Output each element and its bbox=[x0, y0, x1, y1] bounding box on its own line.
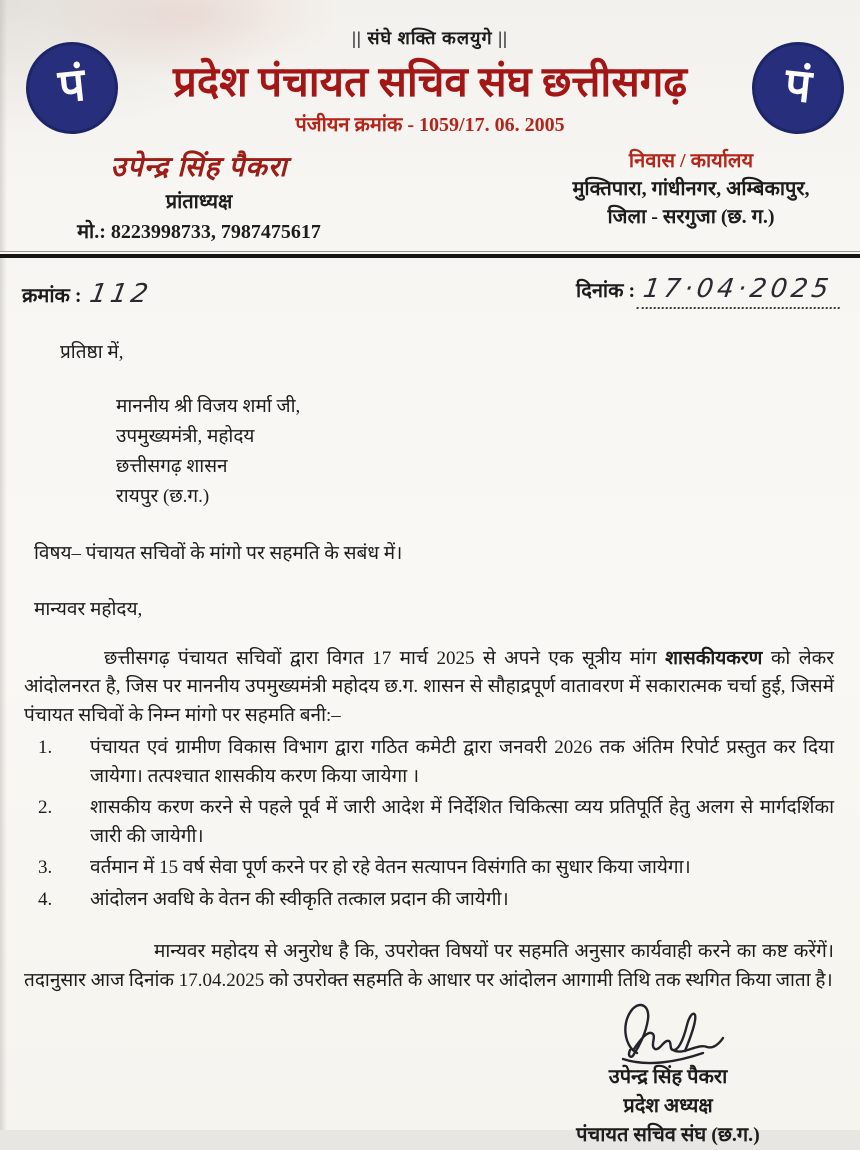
list-item-number: 4. bbox=[38, 888, 53, 910]
serial-value-handwritten: 112 bbox=[86, 279, 154, 310]
letterhead-columns bbox=[0, 137, 860, 244]
signature-block bbox=[518, 999, 818, 1150]
demands-list bbox=[24, 734, 834, 914]
body-text: को लेकर आंदोलनरत है, जिस पर माननीय उपमुख्यमंत्री महोदय छ.ग. शासन से सौहाद्रपूर्ण वातावरण में सकारात्मक चर्चा हुई, जिसमें पंचायत सचिवों के निम्न मांगो पर सहमति बनी:– bbox=[24, 647, 835, 726]
serial-number bbox=[22, 279, 154, 310]
org-title: प्रदेश पंचायत सचिव संघ छत्तीसगढ़ bbox=[173, 60, 687, 106]
president-mobile: मो.: 8223998733, 7987475617 bbox=[77, 221, 321, 244]
logo-monogram-icon: पं bbox=[782, 56, 815, 114]
letterhead bbox=[0, 0, 860, 244]
list-item-text: आंदोलन अवधि के वेतन की स्वीकृति तत्काल प्रदान की जायेगी। bbox=[90, 888, 509, 910]
salutation-intro: प्रतिष्ठा में, bbox=[60, 342, 124, 364]
office-address-line1: मुक्तिपारा, गांधीनगर, अम्बिकापुर, bbox=[572, 178, 810, 201]
president-block bbox=[34, 147, 364, 244]
office-address-block bbox=[546, 147, 836, 244]
office-address-line2: जिला - सरगुजा (छ. ग.) bbox=[607, 206, 775, 229]
list-item bbox=[24, 854, 834, 883]
president-designation: प्रांताध्यक्ष bbox=[165, 191, 233, 214]
signatory-org: पंचायत सचिव संघ (छ.ग.) bbox=[576, 1124, 760, 1147]
signatory-title: प्रदेश अध्यक्ष bbox=[623, 1095, 713, 1118]
salutation: मान्यवर महोदय, bbox=[34, 599, 143, 621]
letter-body bbox=[0, 339, 860, 995]
list-item-number: 1. bbox=[38, 737, 53, 759]
addressee-line: रायपुर (छ.ग.) bbox=[116, 485, 210, 507]
registration-number: पंजीयन क्रमांक - 1059/17. 06. 2005 bbox=[295, 114, 565, 137]
president-name: उपेन्द्र सिंह पैकरा bbox=[110, 152, 288, 184]
list-item-text: शासकीय करण करने से पहले पूर्व में जारी आदेश में निर्देशित चिकित्सा व्यय प्रतिपूर्ति हेतु अलग से मार्गदर्शिका जारी की जायेगी। bbox=[90, 797, 834, 847]
list-item-text: वर्तमान में 15 वर्ष सेवा पूर्ण करने पर हो रहे वेतन सत्यापन विसंगति का सुधार किया जायेगा। bbox=[90, 857, 691, 879]
list-item bbox=[24, 794, 834, 851]
signatory-name: उपेन्द्र सिंह पैकरा bbox=[608, 1066, 728, 1089]
motto: || संघे शक्ति कलयुगे || bbox=[351, 28, 509, 48]
date-value-handwritten: 17·04·2025 bbox=[637, 274, 845, 309]
body-text: छत्तीसगढ़ पंचायत सचिवों द्वारा विगत 17 मार्च 2025 से अपने एक सूत्रीय मांग bbox=[104, 647, 666, 669]
serial-label: क्रमांक : bbox=[22, 285, 82, 308]
letter-date bbox=[576, 274, 842, 309]
body-text-emphasis: शासकीयकरण bbox=[665, 647, 763, 669]
addressee-line: छत्तीसगढ़ शासन bbox=[116, 455, 228, 477]
reference-row bbox=[0, 258, 860, 309]
list-item bbox=[24, 886, 834, 915]
list-item bbox=[24, 734, 834, 791]
subject-line: विषय– पंचायत सचिवों के मांगो पर सहमति के सबंध में। bbox=[34, 542, 403, 564]
list-item-number: 2. bbox=[38, 797, 53, 819]
closing-paragraph: मान्यवर महोदय से अनुरोध है कि, उपरोक्त विषयों पर सहमति अनुसार कार्यवाही करने का कष्ट करेंगें। तदानुसार आज दिनांक 17.04.2025 को उपरोक्त सहमति के आधार पर आंदोलन आगामी तिथि तक स्थगित किया जाता है। bbox=[24, 941, 834, 991]
addressee-line: उपमुख्यमंत्री, महोदय bbox=[116, 425, 255, 447]
addressee-line: माननीय श्री विजय शर्मा जी, bbox=[116, 395, 301, 417]
addressee-block bbox=[116, 392, 834, 512]
office-heading: निवास / कार्यालय bbox=[628, 150, 754, 173]
logo-monogram-icon: पं bbox=[55, 56, 88, 114]
date-label: दिनांक : bbox=[576, 280, 636, 303]
list-item-number: 3. bbox=[38, 857, 53, 879]
body-paragraph bbox=[24, 645, 834, 731]
signature-scribble-icon bbox=[609, 999, 727, 1067]
list-item-text: पंचायत एवं ग्रामीण विकास विभाग द्वारा गठित कमेटी द्वारा जनवरी 2026 तक अंतिम रिपोर्ट प्रस्तुत कर दिया जायेगा। तत्पश्चात शासकीय करण किया जायेगा । bbox=[90, 737, 834, 787]
